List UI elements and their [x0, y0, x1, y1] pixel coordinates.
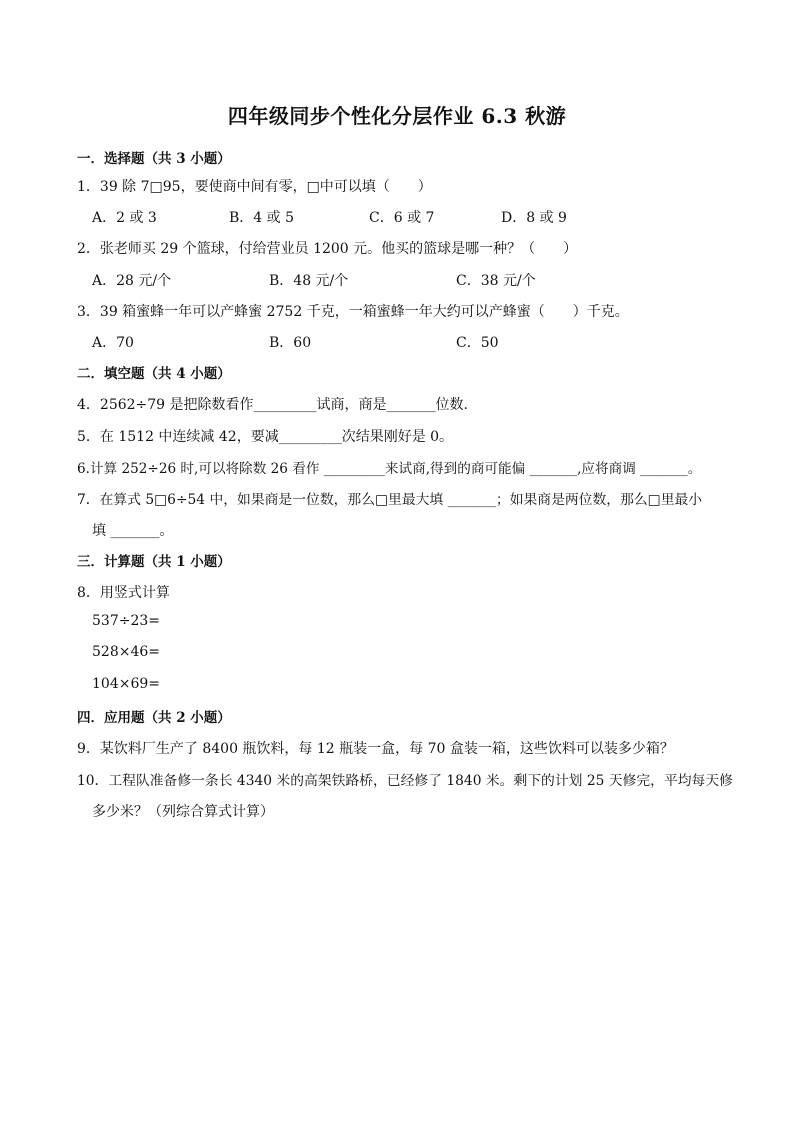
question-3-option-a: A．70: [92, 335, 134, 351]
question-1-stem: 1．39 除 7□95，要使商中间有零，□中可以填（ ）: [77, 179, 432, 195]
question-10-line-1: 10．工程队准备修一条长 4340 米的高架铁路桥，已经修了 1840 米。剩下的计划 25 天修完，平均每天修: [77, 773, 733, 789]
question-3-option-c: C．50: [456, 335, 499, 351]
question-1-option-a: A．2 或 3: [92, 210, 157, 226]
question-1-option-c: C．6 或 7: [369, 210, 435, 226]
question-4: 4．2562÷79 是把除数看作_________试商，商是_______位数.: [77, 397, 468, 413]
question-6: 6.计算 252÷26 时,可以将除数 26 看作 _________来试商,得到的商可能偏 _______,应将商调 _______。: [77, 461, 702, 477]
section-heading-application: 四．应用题（共 2 小题）: [77, 710, 231, 726]
question-10-line-2: 多少米？（列综合算式计算）: [92, 804, 274, 820]
question-2-option-c: C．38 元/个: [456, 273, 536, 289]
section-heading-fill-blank: 二．填空题（共 4 小题）: [77, 366, 231, 382]
question-8-item-3: 104×69=: [92, 676, 160, 692]
question-7-line-1: 7．在算式 5□6÷54 中，如果商是一位数，那么□里最大填 _______；如果商是两位数，那么□里最小: [77, 492, 703, 508]
question-1-option-b: B．4 或 5: [229, 210, 295, 226]
question-2-option-a: A．28 元/个: [92, 273, 172, 289]
question-2-option-b: B．48 元/个: [269, 273, 349, 289]
question-3-option-b: B．60: [269, 335, 312, 351]
question-3-stem: 3．39 箱蜜蜂一年可以产蜂蜜 2752 千克，一箱蜜蜂一年大约可以产蜂蜜（ ）千克。: [77, 304, 629, 320]
question-7-line-2: 填 _______。: [92, 523, 174, 539]
page-title: 四年级同步个性化分层作业 6.3 秋游: [227, 104, 567, 128]
question-8-item-1: 537÷23=: [92, 613, 160, 629]
section-heading-calculation: 三．计算题（共 1 小题）: [77, 554, 231, 570]
question-1-option-d: D．8 或 9: [501, 210, 567, 226]
question-8-item-2: 528×46=: [92, 644, 160, 660]
question-8-stem: 8．用竖式计算: [77, 585, 170, 601]
section-heading-choice: 一．选择题（共 3 小题）: [77, 151, 231, 167]
question-9: 9．某饮料厂生产了 8400 瓶饮料，每 12 瓶装一盒，每 70 盒装一箱，这些饮料可以装多少箱？: [77, 741, 674, 757]
question-5: 5．在 1512 中连续减 42，要减_________次结果刚好是 0。: [77, 429, 454, 445]
question-2-stem: 2．张老师买 29 个篮球，付给营业员 1200 元。他买的篮球是哪一种？（ ）: [77, 241, 578, 257]
